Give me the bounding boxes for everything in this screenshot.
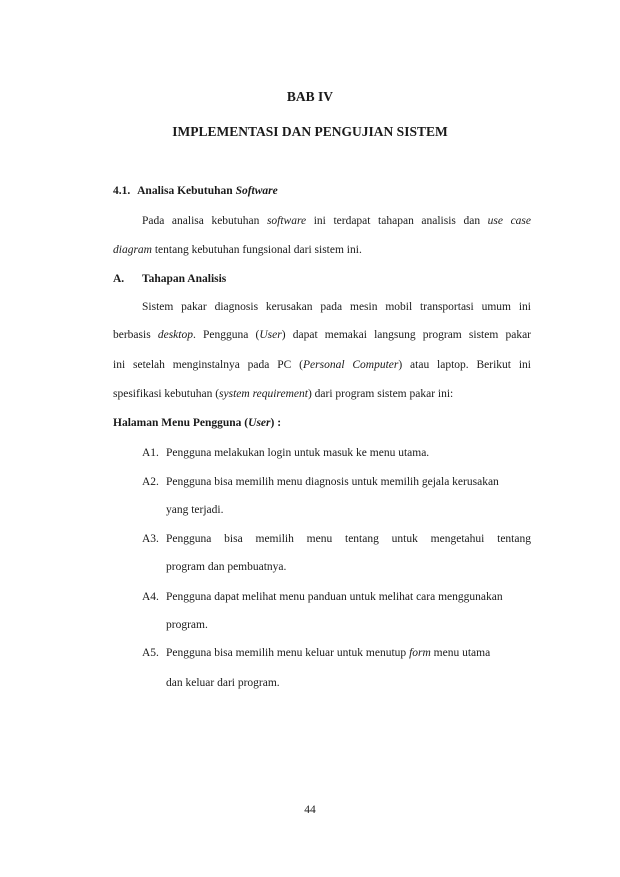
subsection-a-paragraph-line3: [113, 358, 531, 373]
section-heading-4-1: [113, 184, 278, 199]
text-italic: Personal Computer: [302, 359, 399, 371]
list-item-text: Pengguna bisa memilih menu tentang untuk mengetahui tentang: [166, 533, 531, 545]
menu-heading: [113, 416, 281, 431]
chapter-label: BAB IV: [286, 89, 334, 104]
text: Pada analisa kebutuhan: [142, 215, 267, 227]
text-italic: desktop: [157, 329, 193, 341]
list-item-text: Pengguna bisa memilih menu diagnosis untuk memilih gejala kerusakan: [166, 476, 499, 488]
list-item-text: Pengguna melakukan login untuk masuk ke menu utama.: [166, 447, 430, 459]
subsection-heading-a: [113, 272, 227, 287]
text: berbasis: [113, 329, 158, 341]
list-item-number: A5.: [142, 647, 159, 659]
text-italic: User: [259, 329, 282, 341]
text-italic: software: [266, 215, 307, 227]
list-item-number: A3.: [142, 533, 159, 545]
section-title: [137, 185, 278, 197]
list-item-number: A4.: [142, 591, 159, 603]
section-title-text: Analisa Kebutuhan: [137, 185, 236, 197]
text: ) dari program sistem pakar ini:: [307, 388, 454, 400]
list-item-number: A2.: [142, 476, 159, 488]
text: ini terdapat tahapan analisis dan: [306, 215, 488, 227]
chapter-title: IMPLEMENTASI DAN PENGUJIAN SISTEM: [172, 124, 448, 139]
list-item-continuation: dan keluar dari program.: [166, 677, 280, 689]
text-italic: use case: [487, 215, 532, 227]
section-4-1-paragraph-line2: [113, 243, 362, 258]
text: menu utama: [430, 647, 491, 659]
list-item-number: A1.: [142, 447, 159, 459]
section-number: 4.1.: [113, 185, 131, 197]
text: tentang kebutuhan fungsional dari sistem ini.: [151, 244, 362, 256]
subsection-letter: A.: [113, 273, 125, 285]
page-number: 44: [304, 804, 316, 816]
text: . Pengguna (: [192, 329, 260, 341]
section-4-1-paragraph-line1: [142, 214, 531, 229]
text: ini setelah menginstalnya pada PC (: [113, 359, 303, 371]
text: spesifikasi kebutuhan (: [113, 388, 220, 400]
list-item-text: Pengguna dapat melihat menu panduan untuk melihat cara menggunakan: [166, 591, 503, 603]
list-item-continuation: yang terjadi.: [166, 504, 224, 516]
list-item-text: [166, 646, 490, 661]
list-item-continuation: program dan pembuatnya.: [166, 561, 287, 573]
section-title-italic: Software: [235, 185, 278, 197]
text: Pengguna bisa memilih menu keluar untuk menutup: [166, 647, 410, 659]
subsection-title: Tahapan Analisis: [142, 273, 227, 285]
subsection-a-paragraph-line2: [113, 328, 531, 343]
text: Halaman Menu Pengguna (: [113, 417, 249, 429]
subsection-a-paragraph-line4: [113, 387, 453, 402]
text: ) atau laptop. Berikut ini: [398, 359, 531, 371]
subsection-a-paragraph-line1: Sistem pakar diagnosis kerusakan pada mesin mobil transportasi umum ini: [142, 301, 531, 313]
text-italic: User: [248, 417, 271, 429]
text-italic: diagram: [113, 244, 152, 256]
list-item-continuation: program.: [166, 619, 208, 631]
text-italic: system requirement: [219, 388, 308, 400]
text-italic: form: [409, 647, 431, 659]
text: ) dapat memakai langsung program sistem pakar: [281, 329, 532, 341]
text: ) :: [270, 417, 282, 429]
